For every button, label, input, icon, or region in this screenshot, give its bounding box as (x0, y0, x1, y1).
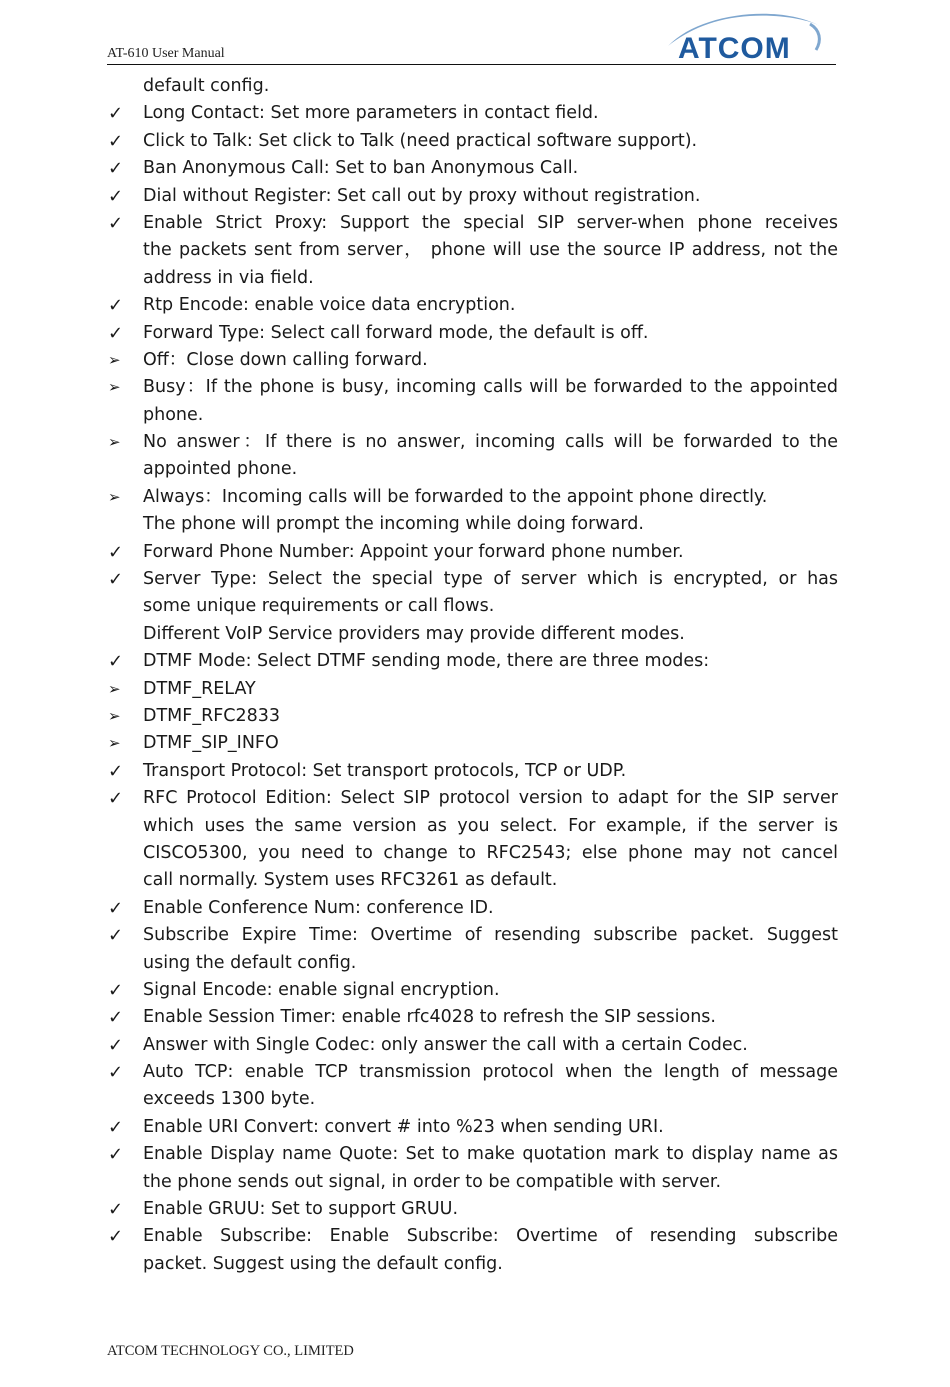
line-text: Dial without Register: Set call out by proxy without registration. (143, 185, 701, 206)
arrow-bullet-icon: ➢ (108, 350, 121, 369)
line-text: Always：Incoming calls will be forwarded to the appoint phone directly. (143, 486, 768, 507)
line-text: the phone sends out signal, in order to be compatible with server. (143, 1171, 722, 1192)
line-text: Subscribe Expire Time: Overtime of resending subscribe packet. Suggest (143, 925, 838, 946)
line-text: phone. (143, 404, 204, 425)
text-line (0, 402, 950, 429)
document-body (0, 73, 950, 1278)
line-text: DTMF_SIP_INFO (143, 733, 279, 754)
checkmark-bullet-icon: ✓ (108, 1144, 124, 1166)
line-text: DTMF_RFC2833 (143, 705, 281, 726)
text-line (0, 566, 950, 593)
line-text: call normally. System uses RFC3261 as default. (143, 870, 558, 891)
text-line (0, 676, 950, 703)
text-line (0, 73, 950, 100)
text-line (0, 977, 950, 1004)
text-line (0, 1032, 950, 1059)
line-text: Transport Protocol: Set transport protocols, TCP or UDP. (143, 760, 627, 781)
text-line (0, 1141, 950, 1168)
checkmark-bullet-icon: ✓ (108, 1199, 124, 1221)
line-text: some unique requirements or call flows. (143, 596, 495, 617)
text-line (0, 155, 950, 182)
manual-title: AT-610 User Manual (107, 46, 225, 61)
text-line (0, 1086, 950, 1113)
checkmark-bullet-icon: ✓ (108, 158, 124, 180)
line-text: Enable URI Convert: convert # into %23 when sending URI. (143, 1116, 664, 1137)
checkmark-bullet-icon: ✓ (108, 130, 124, 152)
text-line (0, 1251, 950, 1278)
checkmark-bullet-icon: ✓ (108, 541, 124, 563)
line-text: Forward Type: Select call forward mode, the default is off. (143, 322, 649, 343)
text-line (0, 320, 950, 347)
checkmark-bullet-icon: ✓ (108, 897, 124, 919)
line-text: The phone will prompt the incoming while doing forward. (143, 514, 644, 535)
checkmark-bullet-icon: ✓ (108, 1062, 124, 1084)
text-line (0, 895, 950, 922)
text-line (0, 100, 950, 127)
checkmark-bullet-icon: ✓ (108, 1007, 124, 1029)
checkmark-bullet-icon: ✓ (108, 979, 124, 1001)
line-text: Enable Conference Num: conference ID. (143, 897, 494, 918)
atcom-logo (660, 6, 825, 64)
line-text: the packets sent from server， phone will use the source IP address, not the (143, 240, 838, 261)
header-divider (107, 64, 836, 65)
logo-text: ATCOM (678, 32, 791, 65)
text-line (0, 347, 950, 374)
line-text: Click to Talk: Set click to Talk (need practical software support). (143, 130, 698, 151)
line-text: Enable GRUU: Set to support GRUU. (143, 1199, 459, 1220)
text-line (0, 730, 950, 757)
arrow-bullet-icon: ➢ (108, 706, 121, 725)
arrow-bullet-icon: ➢ (108, 679, 121, 698)
text-line (0, 128, 950, 155)
text-line (0, 265, 950, 292)
line-text: Enable Display name Quote: Set to make quotation mark to display name as (143, 1144, 838, 1165)
text-line (0, 429, 950, 456)
checkmark-bullet-icon: ✓ (108, 569, 124, 591)
line-text: CISCO5300, you need to change to RFC2543; else phone may not cancel (143, 842, 838, 863)
line-text: which uses the same version as you select. For example, if the server is (143, 815, 838, 836)
text-line (0, 867, 950, 894)
checkmark-bullet-icon: ✓ (108, 1034, 124, 1056)
text-line (0, 374, 950, 401)
text-line (0, 511, 950, 538)
text-line (0, 648, 950, 675)
line-text: address in via field. (143, 267, 314, 288)
text-line (0, 539, 950, 566)
line-text: packet. Suggest using the default config. (143, 1253, 503, 1274)
line-text: Enable Subscribe: Enable Subscribe: Overtime of resending subscribe (143, 1226, 838, 1247)
line-text: Off：Close down calling forward. (143, 349, 428, 370)
line-text: No answer：If there is no answer, incoming calls will be forwarded to the (143, 432, 838, 453)
line-text: Ban Anonymous Call: Set to ban Anonymous Call. (143, 158, 579, 179)
line-text: Signal Encode: enable signal encryption. (143, 979, 500, 1000)
text-line (0, 758, 950, 785)
checkmark-bullet-icon: ✓ (108, 788, 124, 810)
line-text: Rtp Encode: enable voice data encryption. (143, 295, 516, 316)
arrow-bullet-icon: ➢ (108, 378, 121, 397)
line-text: Auto TCP: enable TCP transmission protocol when the length of message (143, 1062, 838, 1083)
checkmark-bullet-icon: ✓ (108, 760, 124, 782)
line-text: Enable Session Timer: enable rfc4028 to refresh the SIP sessions. (143, 1007, 716, 1028)
checkmark-bullet-icon: ✓ (108, 185, 124, 207)
text-line (0, 292, 950, 319)
checkmark-bullet-icon: ✓ (108, 212, 124, 234)
text-line (0, 456, 950, 483)
text-line (0, 785, 950, 812)
text-line (0, 813, 950, 840)
text-line (0, 484, 950, 511)
line-text: RFC Protocol Edition: Select SIP protocol version to adapt for the SIP server (143, 788, 838, 809)
line-text: Forward Phone Number: Appoint your forward phone number. (143, 541, 684, 562)
line-text: Enable Strict Proxy: Support the special SIP server-when phone receives (143, 212, 838, 233)
text-line (0, 840, 950, 867)
line-text: Long Contact: Set more parameters in contact field. (143, 103, 599, 124)
checkmark-bullet-icon: ✓ (108, 295, 124, 317)
checkmark-bullet-icon: ✓ (108, 103, 124, 125)
line-text: Different VoIP Service providers may provide different modes. (143, 623, 685, 644)
footer-company: ATCOM TECHNOLOGY CO., LIMITED (107, 1343, 354, 1359)
checkmark-bullet-icon: ✓ (108, 925, 124, 947)
text-line (0, 1004, 950, 1031)
text-line (0, 1169, 950, 1196)
line-text: Answer with Single Codec: only answer the call with a certain Codec. (143, 1034, 748, 1055)
line-text: Server Type: Select the special type of server which is encrypted, or has (143, 569, 838, 590)
text-line (0, 237, 950, 264)
line-text: using the default config. (143, 952, 357, 973)
text-line (0, 703, 950, 730)
line-text: Busy：If the phone is busy, incoming calls will be forwarded to the appointed (143, 377, 838, 398)
text-line (0, 1114, 950, 1141)
arrow-bullet-icon: ➢ (108, 487, 121, 506)
text-line (0, 1196, 950, 1223)
text-line (0, 950, 950, 977)
checkmark-bullet-icon: ✓ (108, 322, 124, 344)
text-line (0, 183, 950, 210)
arrow-bullet-icon: ➢ (108, 433, 121, 452)
line-text: DTMF_RELAY (143, 678, 256, 699)
line-text: appointed phone. (143, 459, 298, 480)
arrow-bullet-icon: ➢ (108, 734, 121, 753)
line-text: default config. (143, 76, 270, 96)
text-line (0, 593, 950, 620)
checkmark-bullet-icon: ✓ (108, 1226, 124, 1248)
text-line (0, 1059, 950, 1086)
text-line (0, 922, 950, 949)
line-text: exceeds 1300 byte. (143, 1089, 316, 1110)
text-line (0, 210, 950, 237)
text-line (0, 1223, 950, 1250)
checkmark-bullet-icon: ✓ (108, 651, 124, 673)
checkmark-bullet-icon: ✓ (108, 1116, 124, 1138)
text-line (0, 621, 950, 648)
line-text: DTMF Mode: Select DTMF sending mode, there are three modes: (143, 651, 710, 672)
